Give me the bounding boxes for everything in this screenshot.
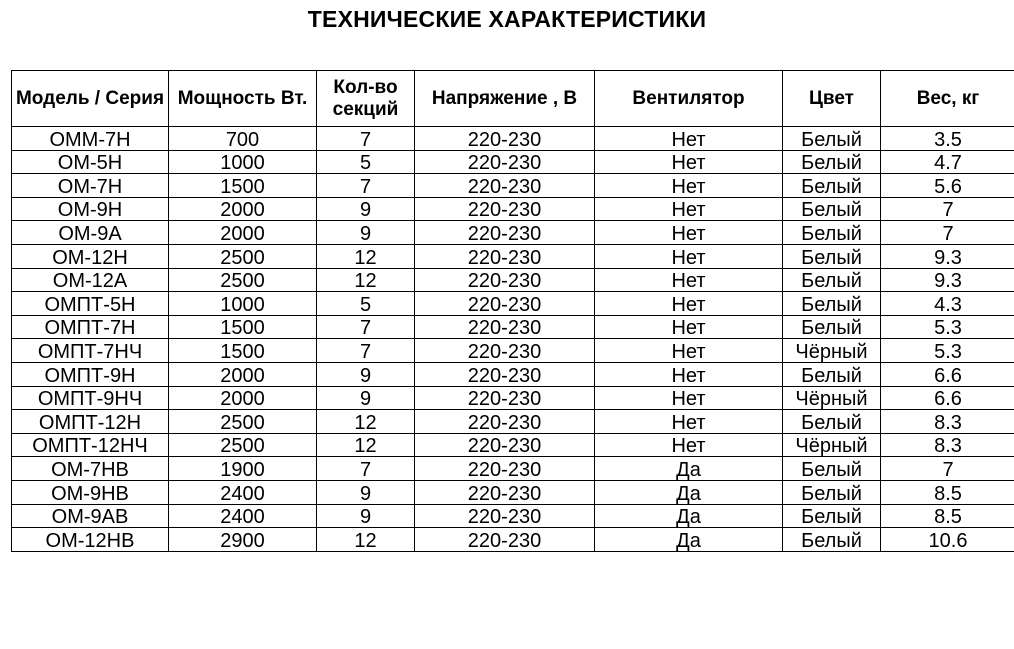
cell-fan: Нет <box>595 244 783 268</box>
cell-weight: 8.5 <box>881 504 1014 528</box>
cell-color: Чёрный <box>783 433 881 457</box>
cell-voltage: 220-230 <box>415 433 595 457</box>
cell-color: Белый <box>783 268 881 292</box>
cell-power: 2500 <box>169 244 317 268</box>
header-power: Мощность Вт. <box>169 71 317 127</box>
cell-model: ОМПТ-7НЧ <box>12 339 169 363</box>
cell-model: ОМПТ-7Н <box>12 315 169 339</box>
cell-sections: 7 <box>317 339 415 363</box>
cell-fan: Да <box>595 457 783 481</box>
cell-model: ОМ-9НВ <box>12 480 169 504</box>
cell-fan: Нет <box>595 386 783 410</box>
cell-sections: 9 <box>317 504 415 528</box>
cell-voltage: 220-230 <box>415 362 595 386</box>
table-row <box>12 504 1014 528</box>
cell-weight: 6.6 <box>881 362 1014 386</box>
table-row <box>12 315 1014 339</box>
cell-color: Белый <box>783 410 881 434</box>
cell-color: Белый <box>783 197 881 221</box>
cell-power: 700 <box>169 127 317 151</box>
cell-model: ОМ-9Н <box>12 197 169 221</box>
table-row <box>12 197 1014 221</box>
cell-sections: 5 <box>317 292 415 316</box>
cell-power: 1900 <box>169 457 317 481</box>
cell-fan: Нет <box>595 174 783 198</box>
cell-sections: 9 <box>317 362 415 386</box>
cell-voltage: 220-230 <box>415 457 595 481</box>
cell-fan: Нет <box>595 292 783 316</box>
cell-fan: Нет <box>595 410 783 434</box>
cell-voltage: 220-230 <box>415 268 595 292</box>
header-model: Модель / Серия <box>12 71 169 127</box>
cell-model: ОМПТ-9Н <box>12 362 169 386</box>
cell-sections: 5 <box>317 150 415 174</box>
cell-weight: 5.6 <box>881 174 1014 198</box>
cell-weight: 5.3 <box>881 315 1014 339</box>
table-row <box>12 127 1014 151</box>
cell-sections: 7 <box>317 174 415 198</box>
cell-color: Белый <box>783 315 881 339</box>
cell-power: 2400 <box>169 504 317 528</box>
cell-fan: Нет <box>595 268 783 292</box>
cell-weight: 3.5 <box>881 127 1014 151</box>
cell-weight: 10.6 <box>881 528 1014 552</box>
cell-model: ОМПТ-9НЧ <box>12 386 169 410</box>
cell-power: 1000 <box>169 292 317 316</box>
table-row <box>12 362 1014 386</box>
cell-model: ОМ-9А <box>12 221 169 245</box>
cell-voltage: 220-230 <box>415 150 595 174</box>
table-row <box>12 244 1014 268</box>
cell-fan: Нет <box>595 362 783 386</box>
page-title: ТЕХНИЧЕСКИЕ ХАРАКТЕРИСТИКИ <box>307 6 707 32</box>
table-row <box>12 480 1014 504</box>
cell-weight: 7 <box>881 221 1014 245</box>
cell-weight: 9.3 <box>881 268 1014 292</box>
table-row <box>12 433 1014 457</box>
cell-sections: 9 <box>317 197 415 221</box>
cell-weight: 8.3 <box>881 410 1014 434</box>
cell-fan: Нет <box>595 150 783 174</box>
cell-power: 2500 <box>169 433 317 457</box>
cell-weight: 4.7 <box>881 150 1014 174</box>
header-weight: Вес, кг <box>881 71 1014 127</box>
cell-power: 2400 <box>169 480 317 504</box>
cell-power: 2500 <box>169 410 317 434</box>
cell-sections: 12 <box>317 528 415 552</box>
cell-color: Чёрный <box>783 339 881 363</box>
cell-color: Белый <box>783 150 881 174</box>
cell-fan: Нет <box>595 339 783 363</box>
cell-color: Белый <box>783 457 881 481</box>
cell-fan: Нет <box>595 221 783 245</box>
cell-model: ОМ-12А <box>12 268 169 292</box>
cell-weight: 5.3 <box>881 339 1014 363</box>
cell-model: ОМ-7Н <box>12 174 169 198</box>
specs-table <box>11 70 1014 552</box>
cell-model: ОМ-12Н <box>12 244 169 268</box>
cell-fan: Да <box>595 504 783 528</box>
cell-voltage: 220-230 <box>415 315 595 339</box>
cell-color: Белый <box>783 362 881 386</box>
cell-model: ОМ-12НВ <box>12 528 169 552</box>
cell-voltage: 220-230 <box>415 174 595 198</box>
cell-weight: 7 <box>881 197 1014 221</box>
cell-weight: 7 <box>881 457 1014 481</box>
table-row <box>12 150 1014 174</box>
cell-sections: 12 <box>317 433 415 457</box>
table-row <box>12 528 1014 552</box>
header-voltage: Напряжение , В <box>415 71 595 127</box>
cell-sections: 12 <box>317 410 415 434</box>
cell-power: 2000 <box>169 197 317 221</box>
cell-fan: Нет <box>595 315 783 339</box>
cell-weight: 8.5 <box>881 480 1014 504</box>
cell-power: 1500 <box>169 315 317 339</box>
table-row <box>12 410 1014 434</box>
cell-power: 2000 <box>169 362 317 386</box>
cell-weight: 6.6 <box>881 386 1014 410</box>
cell-voltage: 220-230 <box>415 528 595 552</box>
cell-sections: 7 <box>317 127 415 151</box>
table-row <box>12 457 1014 481</box>
cell-sections: 9 <box>317 480 415 504</box>
cell-sections: 12 <box>317 268 415 292</box>
cell-voltage: 220-230 <box>415 197 595 221</box>
cell-model: ОМПТ-12Н <box>12 410 169 434</box>
cell-power: 1500 <box>169 174 317 198</box>
cell-power: 2500 <box>169 268 317 292</box>
cell-power: 1000 <box>169 150 317 174</box>
cell-color: Чёрный <box>783 386 881 410</box>
cell-fan: Да <box>595 528 783 552</box>
cell-model: ОМПТ-5Н <box>12 292 169 316</box>
cell-color: Белый <box>783 174 881 198</box>
cell-sections: 9 <box>317 221 415 245</box>
table-header-row <box>12 71 1014 127</box>
cell-fan: Нет <box>595 433 783 457</box>
cell-color: Белый <box>783 480 881 504</box>
table-row <box>12 221 1014 245</box>
cell-fan: Нет <box>595 127 783 151</box>
header-color: Цвет <box>783 71 881 127</box>
cell-voltage: 220-230 <box>415 127 595 151</box>
cell-voltage: 220-230 <box>415 292 595 316</box>
cell-voltage: 220-230 <box>415 221 595 245</box>
cell-voltage: 220-230 <box>415 504 595 528</box>
cell-voltage: 220-230 <box>415 386 595 410</box>
table-row <box>12 292 1014 316</box>
table-row <box>12 268 1014 292</box>
cell-color: Белый <box>783 221 881 245</box>
table-body <box>12 127 1014 552</box>
cell-voltage: 220-230 <box>415 244 595 268</box>
cell-weight: 8.3 <box>881 433 1014 457</box>
cell-weight: 4.3 <box>881 292 1014 316</box>
cell-voltage: 220-230 <box>415 410 595 434</box>
cell-color: Белый <box>783 127 881 151</box>
cell-model: ОМ-5Н <box>12 150 169 174</box>
cell-sections: 7 <box>317 315 415 339</box>
cell-power: 2900 <box>169 528 317 552</box>
cell-fan: Нет <box>595 197 783 221</box>
cell-power: 2000 <box>169 386 317 410</box>
cell-model: ОМПТ-12НЧ <box>12 433 169 457</box>
cell-voltage: 220-230 <box>415 480 595 504</box>
cell-sections: 9 <box>317 386 415 410</box>
cell-color: Белый <box>783 244 881 268</box>
cell-voltage: 220-230 <box>415 339 595 363</box>
header-sections: Кол-во секций <box>317 71 415 127</box>
cell-color: Белый <box>783 528 881 552</box>
cell-sections: 12 <box>317 244 415 268</box>
cell-color: Белый <box>783 504 881 528</box>
table-row <box>12 339 1014 363</box>
cell-model: ОМ-7НВ <box>12 457 169 481</box>
cell-color: Белый <box>783 292 881 316</box>
cell-power: 2000 <box>169 221 317 245</box>
cell-power: 1500 <box>169 339 317 363</box>
cell-fan: Да <box>595 480 783 504</box>
cell-weight: 9.3 <box>881 244 1014 268</box>
cell-sections: 7 <box>317 457 415 481</box>
cell-model: ОМ-9АВ <box>12 504 169 528</box>
header-fan: Вентилятор <box>595 71 783 127</box>
cell-model: ОММ-7Н <box>12 127 169 151</box>
table-row <box>12 386 1014 410</box>
table-row <box>12 174 1014 198</box>
